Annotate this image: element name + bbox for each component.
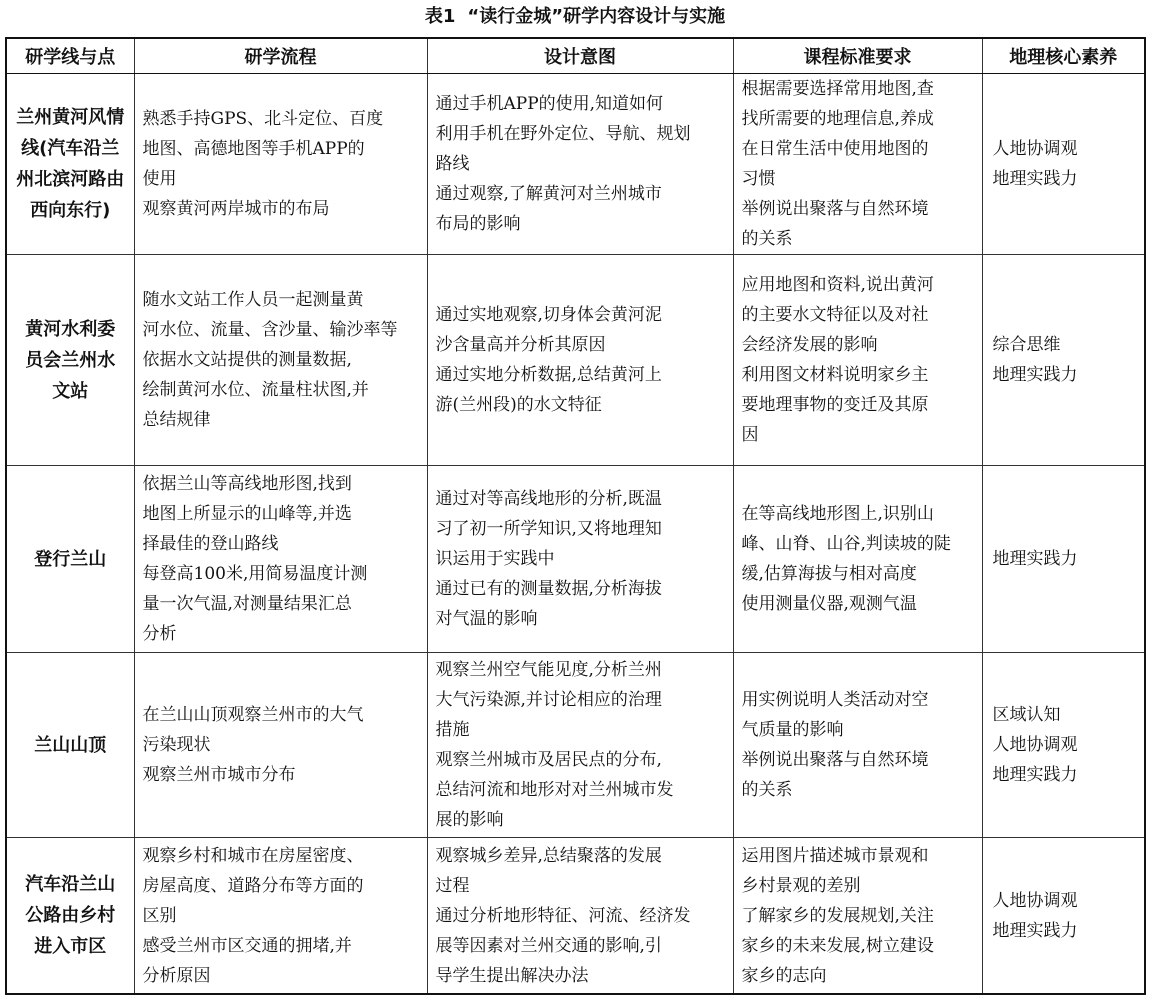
- table-number: 表1: [424, 6, 456, 27]
- text-line: 的主要水文特征以及对社: [741, 305, 929, 325]
- text-line: 州北滨河路由: [16, 169, 125, 190]
- intent-cell: [427, 255, 733, 466]
- literacy-cell: [982, 466, 1145, 653]
- text-line: 家乡的未来发展,树立建设: [741, 935, 934, 956]
- text-line: 兰州黄河风情: [16, 107, 125, 128]
- text-line: 通过已有的测量数据,分析海拔: [435, 579, 662, 599]
- text-line: 用实例说明人类活动对空: [741, 690, 929, 710]
- intent-cell: [427, 653, 733, 838]
- text-line: 随水文站工作人员一起测量黄: [142, 290, 364, 310]
- text-line: 举例说出聚落与自然环境: [741, 750, 929, 770]
- table-row: [6, 255, 1145, 466]
- table-row: [6, 653, 1145, 838]
- table-caption: [0, 4, 1150, 30]
- text-line: 择最佳的登山路线: [142, 534, 279, 554]
- text-line: 游(兰州段)的水文特征: [435, 395, 602, 415]
- text-line: 大气污染源,并讨论相应的治理: [435, 690, 662, 710]
- text-line: 员会兰州水: [25, 349, 116, 371]
- text-line: 应用地图和资料,说出黄河: [741, 275, 934, 295]
- text-line: 对气温的影响: [435, 609, 538, 629]
- text-line: 的关系: [741, 780, 793, 800]
- text-line: 地理实践力: [992, 169, 1078, 189]
- text-line: 兰山山顶: [34, 734, 107, 756]
- text-line: 利用图文材料说明家乡主: [741, 365, 929, 385]
- process-cell: [134, 838, 427, 995]
- text-line: 线(汽车沿兰: [21, 138, 120, 159]
- text-line: 措施: [435, 720, 470, 740]
- text-line: 找所需要的地理信息,养成: [741, 109, 934, 129]
- text-line: 过程: [435, 875, 470, 896]
- text-line: 绘制黄河水位、流量柱状图,并: [142, 380, 369, 400]
- text-line: 观察黄河两岸城市的布局: [142, 199, 330, 219]
- text-line: 房屋高度、道路分布等方面的: [142, 875, 364, 896]
- text-line: 人地协调观: [992, 139, 1078, 159]
- text-line: 感受兰州市区交通的拥堵,并: [142, 935, 352, 956]
- text-line: 路线: [435, 154, 470, 174]
- text-line: 地理实践力: [992, 549, 1078, 569]
- text-line: 利用手机在野外定位、导航、规划: [435, 124, 691, 144]
- text-line: 通过手机APP的使用,知道如何: [435, 94, 664, 114]
- table-row: [6, 466, 1145, 653]
- text-line: 举例说出聚落与自然环境: [741, 199, 929, 219]
- intent-cell: [427, 466, 733, 653]
- text-line: 使用: [142, 169, 177, 189]
- text-line: 区域认知: [992, 705, 1061, 725]
- text-line: 习了初一所学知识,又将地理知: [435, 519, 662, 539]
- literacy-cell: [982, 255, 1145, 466]
- text-line: 通过观察,了解黄河对兰州城市: [435, 184, 662, 204]
- text-line: 展的影响: [435, 810, 504, 830]
- text-line: 识运用于实践中: [435, 549, 555, 569]
- text-line: 分析: [142, 624, 177, 644]
- standard-cell: [733, 74, 982, 255]
- text-line: 了解家乡的发展规划,关注: [741, 905, 934, 926]
- standard-cell: [733, 466, 982, 653]
- text-line: 乡村景观的差别: [741, 875, 861, 896]
- text-line: 观察兰州市城市分布: [142, 765, 296, 785]
- table-row: [6, 74, 1145, 255]
- text-line: 依据水文站提供的测量数据,: [142, 350, 352, 370]
- header-process: 研学流程: [134, 38, 427, 74]
- text-line: 观察城乡差异,总结聚落的发展: [435, 845, 662, 866]
- standard-cell: [733, 653, 982, 838]
- text-line: 展等因素对兰州交通的影响,引: [435, 935, 662, 956]
- text-line: 污染现状: [142, 735, 211, 755]
- text-line: 综合思维: [992, 335, 1061, 355]
- text-line: 总结规律: [142, 410, 211, 430]
- route-point-cell: [6, 653, 134, 838]
- text-line: 峰、山脊、山谷,判读坡的陡: [741, 534, 951, 554]
- text-line: 根据需要选择常用地图,查: [741, 79, 934, 99]
- text-line: 习惯: [741, 169, 776, 189]
- text-line: 气质量的影响: [741, 720, 844, 740]
- literacy-cell: [982, 74, 1145, 255]
- text-line: 总结河流和地形对对兰州城市发: [435, 780, 674, 800]
- header-literacy: 地理核心素养: [982, 38, 1145, 74]
- text-line: 西向东行): [30, 200, 111, 221]
- text-line: 河水位、流量、含沙量、输沙率等: [142, 320, 398, 340]
- text-line: 公路由乡村: [25, 905, 116, 926]
- text-line: 地理实践力: [992, 920, 1078, 941]
- text-line: 观察兰州空气能见度,分析兰州: [435, 660, 662, 680]
- header-point: 研学线与点: [6, 38, 134, 74]
- text-line: 通过分析地形特征、河流、经济发: [435, 905, 691, 926]
- literacy-cell: [982, 838, 1145, 995]
- text-line: 每登高100米,用简易温度计测: [142, 564, 368, 584]
- literacy-cell: [982, 653, 1145, 838]
- text-line: 人地协调观: [992, 735, 1078, 755]
- text-line: 观察兰州城市及居民点的分布,: [435, 750, 662, 770]
- text-line: 布局的影响: [435, 214, 521, 234]
- text-line: 依据兰山等高线地形图,找到: [142, 474, 352, 494]
- table-title: “读行金城”研学内容设计与实施: [467, 6, 726, 27]
- text-line: 观察乡村和城市在房屋密度、: [142, 845, 364, 866]
- study-plan-table: [5, 37, 1146, 995]
- header-row: [6, 38, 1145, 74]
- text-line: 家乡的志向: [741, 965, 827, 986]
- text-line: 沙含量高并分析其原因: [435, 335, 606, 355]
- process-cell: [134, 653, 427, 838]
- text-line: 在日常生活中使用地图的: [741, 139, 929, 159]
- text-line: 的关系: [741, 229, 793, 249]
- text-line: 地理实践力: [992, 765, 1078, 785]
- text-line: 因: [741, 425, 759, 445]
- standard-cell: [733, 255, 982, 466]
- text-line: 进入市区: [34, 936, 107, 957]
- intent-cell: [427, 838, 733, 995]
- intent-cell: [427, 74, 733, 255]
- text-line: 在等高线地形图上,识别山: [741, 504, 934, 524]
- process-cell: [134, 255, 427, 466]
- text-line: 人地协调观: [992, 890, 1078, 911]
- standard-cell: [733, 838, 982, 995]
- text-line: 缓,估算海拔与相对高度: [741, 564, 917, 584]
- text-line: 地图上所显示的山峰等,并选: [142, 504, 352, 524]
- text-line: 要地理事物的变迁及其原: [741, 395, 929, 415]
- text-line: 分析原因: [142, 965, 211, 986]
- route-point-cell: [6, 838, 134, 995]
- route-point-cell: [6, 466, 134, 653]
- table-row: [6, 838, 1145, 995]
- header-standard: 课程标准要求: [733, 38, 982, 74]
- process-cell: [134, 466, 427, 653]
- text-line: 通过实地分析数据,总结黄河上: [435, 365, 662, 385]
- text-line: 导学生提出解决办法: [435, 965, 589, 986]
- text-line: 量一次气温,对测量结果汇总: [142, 594, 352, 614]
- text-line: 文站: [52, 380, 89, 402]
- text-line: 黄河水利委: [25, 318, 116, 340]
- text-line: 区别: [142, 905, 177, 926]
- text-line: 熟悉手持GPS、北斗定位、百度: [142, 109, 384, 129]
- text-line: 使用测量仪器,观测气温: [741, 594, 917, 614]
- text-line: 会经济发展的影响: [741, 335, 878, 355]
- text-line: 登行兰山: [34, 548, 107, 570]
- header-intent: 设计意图: [427, 38, 733, 74]
- route-point-cell: [6, 255, 134, 466]
- route-point-cell: [6, 74, 134, 255]
- text-line: 通过对等高线地形的分析,既温: [435, 489, 662, 509]
- process-cell: [134, 74, 427, 255]
- text-line: 地理实践力: [992, 365, 1078, 385]
- text-line: 运用图片描述城市景观和: [741, 845, 929, 866]
- text-line: 在兰山山顶观察兰州市的大气: [142, 705, 364, 725]
- text-line: 汽车沿兰山: [25, 874, 116, 895]
- text-line: 通过实地观察,切身体会黄河泥: [435, 305, 662, 325]
- text-line: 地图、高德地图等手机APP的: [142, 139, 365, 159]
